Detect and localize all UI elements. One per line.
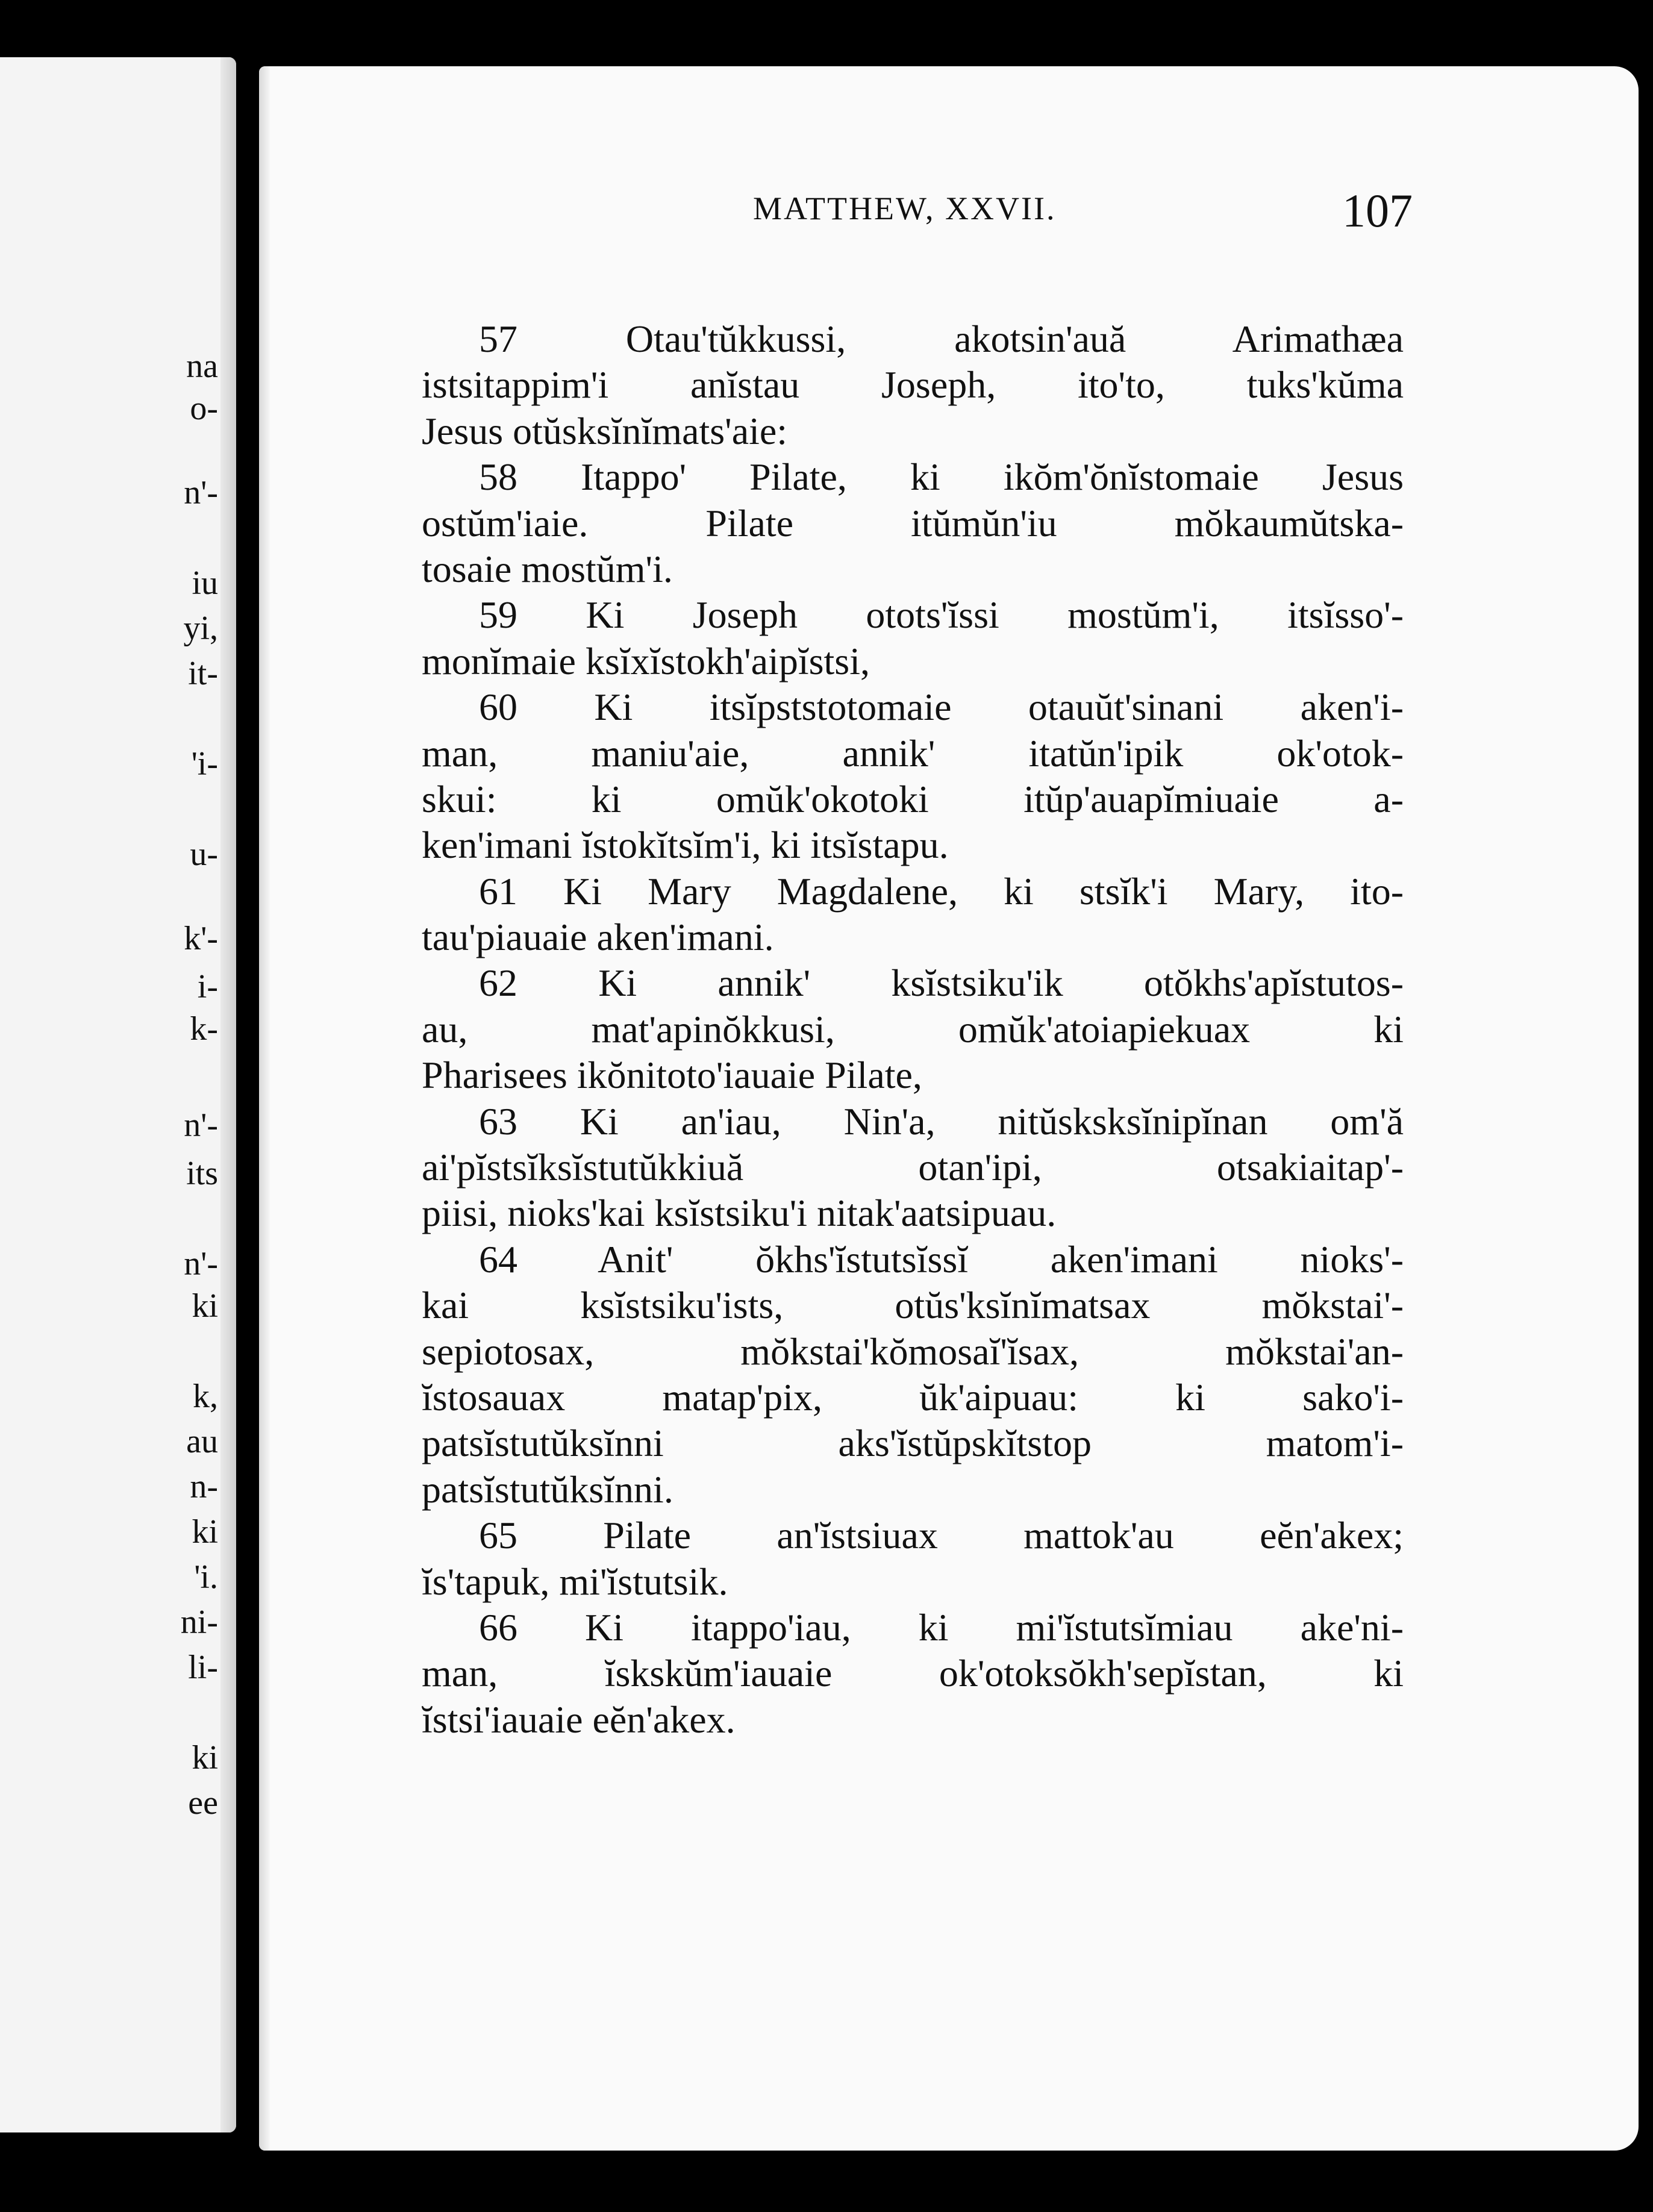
text-line: ken'imani ĭstokĭtsĭm'i, ki itsĭstapu.	[422, 823, 949, 867]
text-line: man, maniu'aie, annik' itatŭn'ipik ok'otok-	[422, 731, 1404, 775]
text-line: 60 Ki itsĭpststotomaie otauŭt'sinani aken'i-	[479, 686, 1404, 729]
text-line: patsĭstutŭksĭnni aks'ĭstŭpskĭtstop matom'i-	[422, 1422, 1404, 1465]
text-line: ĭstsi'iauaie eĕn'akex.	[422, 1698, 736, 1741]
text-line: ĭs'tapuk, mi'ĭstutsik.	[422, 1560, 728, 1603]
text-line: skui: ki omŭk'okotoki itŭp'auapĭmiuaie a-	[422, 777, 1404, 820]
left-page-fragment: ni-	[180, 1604, 218, 1641]
left-page-fragment: it-	[188, 655, 218, 692]
text-line: sepiotosax, mŏkstai'kŏmosaĭ'ĭsax, mŏkstai'an-	[422, 1329, 1404, 1373]
text-line: ostŭm'iaie. Pilate itŭmŭn'iu mŏkaumŭtska-	[422, 501, 1404, 545]
left-page-fragment: n'-	[184, 1245, 218, 1283]
text-line: 63 Ki an'iau, Nin'a, nitŭsksksĭnipĭnan om'ă	[479, 1099, 1404, 1143]
left-page-fragment: ki	[192, 1287, 218, 1325]
text-line: 58 Itappo' Pilate, ki ikŏm'ŏnĭstomaie Jesus	[479, 455, 1404, 499]
page-header	[500, 184, 1413, 238]
text-line: 66 Ki itappo'iau, ki mi'ĭstutsĭmiau ake'ni-	[479, 1605, 1404, 1649]
text-line: ĭstosauax matap'pix, ŭk'aipuau: ki sako'i-	[422, 1375, 1404, 1419]
left-page-fragment: i-	[197, 968, 218, 1005]
page-number: 107	[1342, 184, 1413, 237]
right-page-spine	[259, 66, 270, 2151]
text-line: 57 Otau'tŭkkussi, akotsin'auă Arimathæa	[479, 317, 1404, 360]
left-page-fragment: o-	[190, 390, 218, 427]
text-line: Pharisees ikŏnitoto'iauaie Pilate,	[422, 1054, 922, 1097]
text-line: 62 Ki annik' ksĭstsiku'ik otŏkhs'apĭstutos-	[479, 961, 1404, 1005]
left-page-fragment: n-	[190, 1468, 218, 1505]
left-page-fragment: n'-	[184, 474, 218, 511]
left-page-fragment: yi,	[183, 610, 218, 647]
text-line: 59 Ki Joseph otots'ĭssi mostŭm'i, itsĭsso'-	[479, 593, 1404, 637]
left-page-fragment: n'-	[184, 1107, 218, 1144]
left-page-fragment: na	[186, 348, 218, 385]
text-line: man, ĭskskŭm'iauaie ok'otoksŏkh'sepĭstan, ki	[422, 1652, 1404, 1695]
left-page-fragment: k'-	[184, 920, 218, 957]
left-page-fragment: li-	[188, 1649, 218, 1686]
text-line: 64 Anit' ŏkhs'ĭstutsĭssĭ aken'imani nioks'-	[479, 1237, 1404, 1281]
text-line: piisi, nioks'kai ksĭstsiku'i nitak'aatsipuau.	[422, 1192, 1057, 1235]
running-title: MATTHEW, XXVII.	[753, 190, 1057, 227]
text-line: 65 Pilate an'ĭstsiuax mattok'au eĕn'akex;	[479, 1514, 1404, 1557]
text-line: patsĭstutŭksĭnni.	[422, 1467, 673, 1511]
text-line: tau'piauaie aken'imani.	[422, 916, 774, 959]
left-page	[0, 57, 236, 2132]
left-page-fragment: iu	[192, 564, 218, 602]
left-page-fragment: 'i-	[191, 745, 218, 783]
text-line: tosaie mostŭm'i.	[422, 547, 673, 590]
left-page-fragment: k,	[193, 1378, 218, 1415]
text-line: 61 Ki Mary Magdalene, ki stsĭk'i Mary, ito-	[479, 869, 1404, 913]
text-line: monĭmaie ksĭxĭstokh'aipĭstsi,	[422, 639, 870, 683]
text-line: istsitappim'i anĭstau Joseph, ito'to, tuks'kŭma	[422, 363, 1404, 407]
left-page-gutter	[220, 57, 236, 2132]
left-page-fragment: k-	[190, 1010, 218, 1048]
text-line: Jesus otŭsksĭnĭmats'aie:	[422, 409, 788, 452]
verse-text	[422, 316, 1404, 1743]
text-line: ai'pĭstsĭksĭstutŭkkiuă otan'ipi, otsakiaitap'-	[422, 1146, 1404, 1189]
left-page-fragment: 'i.	[194, 1558, 218, 1596]
left-page-fragment: its	[186, 1155, 218, 1192]
left-page-fragment: u-	[190, 836, 218, 873]
left-page-fragment: ki	[192, 1513, 218, 1551]
left-page-fragment: ki	[192, 1739, 218, 1776]
text-line: kai ksĭstsiku'ists, otŭs'ksĭnĭmatsax mŏkstai'-	[422, 1284, 1404, 1327]
left-page-fragment: au	[186, 1423, 218, 1460]
text-line: au, mat'apinŏkkusi, omŭk'atoiapiekuax ki	[422, 1007, 1404, 1051]
left-page-fragment: ee	[188, 1784, 218, 1822]
